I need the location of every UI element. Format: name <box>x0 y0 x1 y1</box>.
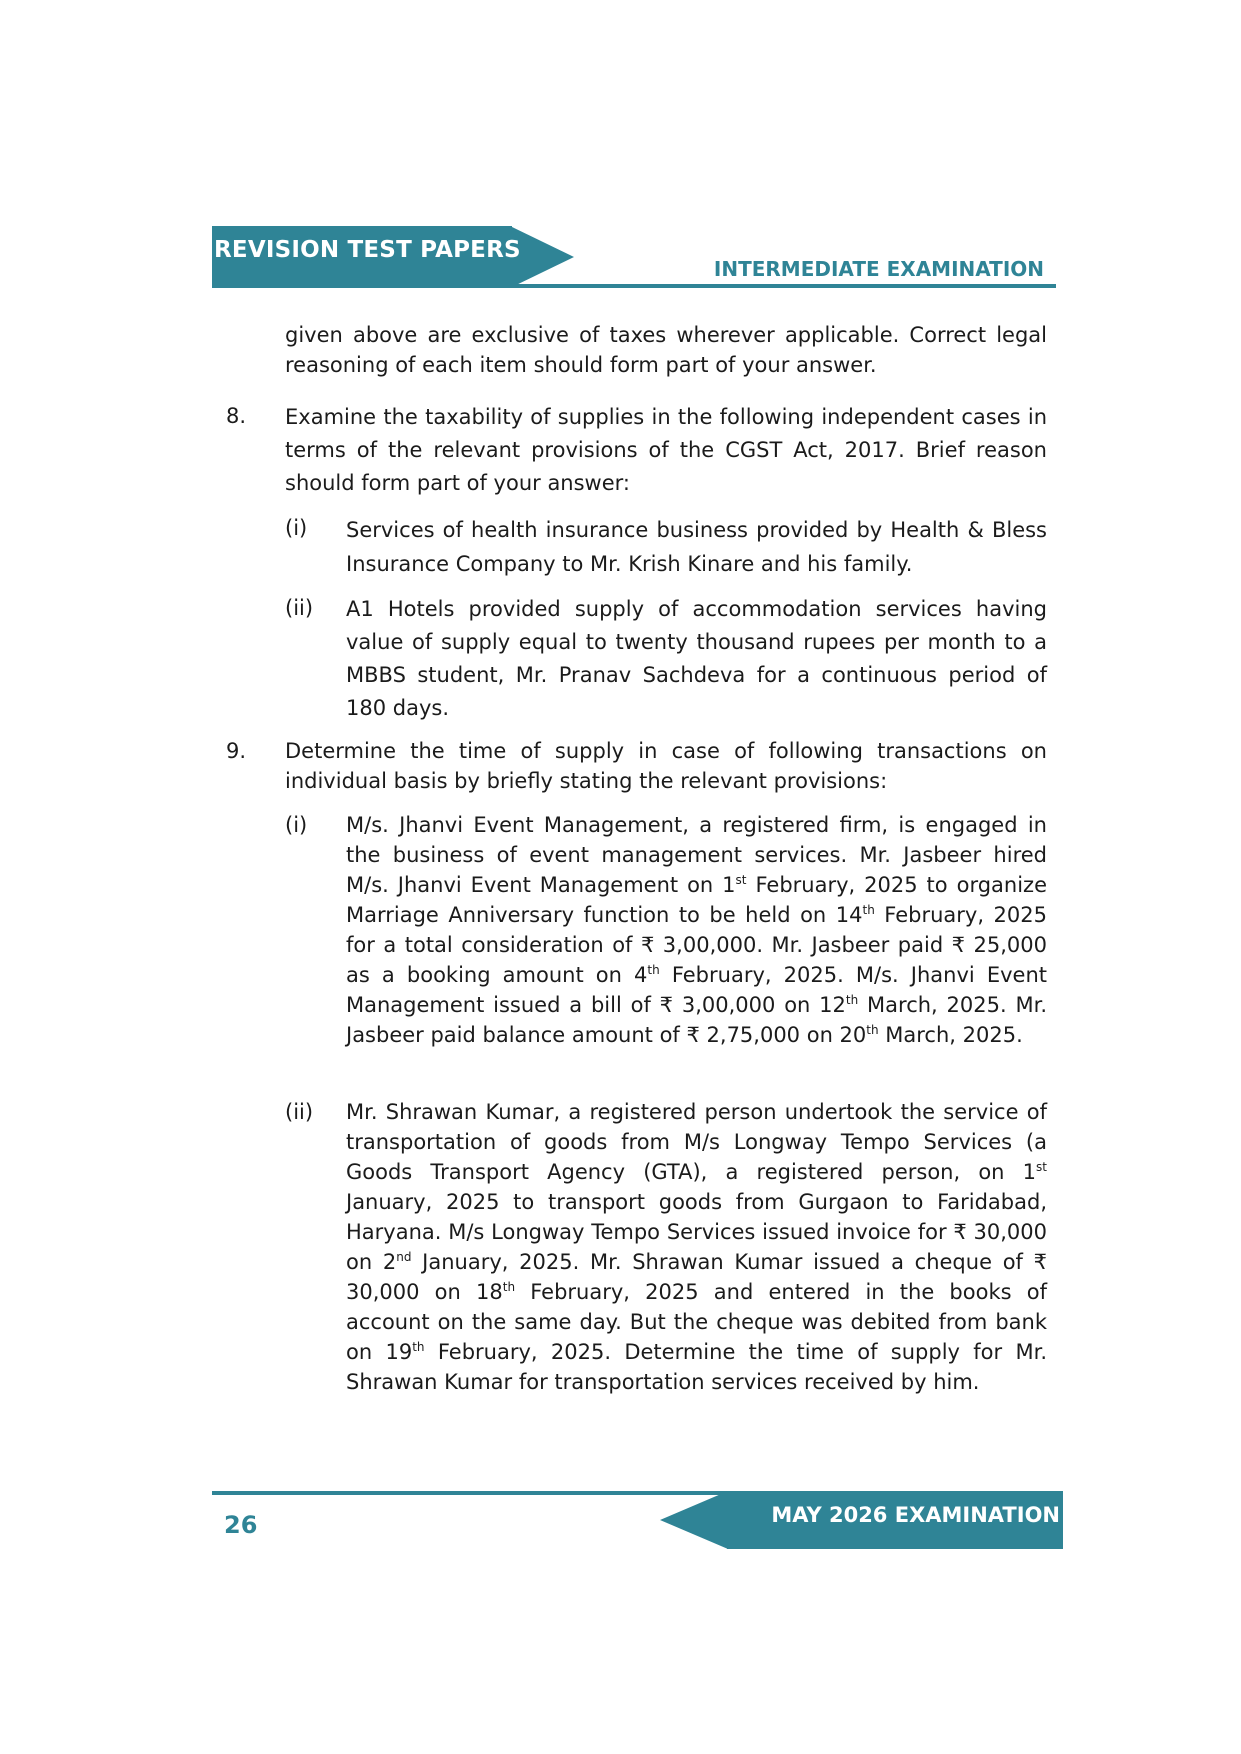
q8-item-i-label: (i) <box>285 516 308 540</box>
q9-item-ii-text: Mr. Shrawan Kumar, a registered person undertook the service of transportation of goods from M/s Longway Tempo Services (a Goods Transport Agency (GTA), a registered person, on 1st January, 2025 to transport goods from Gurgaon to Faridabad, Haryana. M/s Longway Tempo Services issued invoice for ₹ 30,000 on 2nd January, 2025. Mr. Shrawan Kumar issued a cheque of ₹ 30,000 on 18th February, 2025 and entered in the books of account on the same day. But the cheque was debited from bank on 19th February, 2025. Determine the time of supply for Mr. Shrawan Kumar for transportation services received by him. <box>346 1100 1047 1394</box>
question-8-text: Examine the taxability of supplies in the following independent cases in terms of the relevant provisions of the CGST Act, 2017. Brief reason should form part of your answer: <box>285 405 1047 495</box>
q8-item-i-text: Services of health insurance business provided by Health & Bless Insurance Company to Mr. Krish Kinare and his family. <box>346 518 1047 576</box>
q8-item-ii-label: (ii) <box>285 596 314 620</box>
page-number: 26 <box>224 1511 258 1539</box>
footer-rule <box>212 1491 732 1495</box>
question-9-text: Determine the time of supply in case of following transactions on individual basis by briefly stating the relevant provisions: <box>285 739 1047 793</box>
question-8-number: 8. <box>226 404 247 428</box>
footer-exam-title: MAY 2026 EXAMINATION <box>771 1503 1060 1527</box>
q9-item-i-text: M/s. Jhanvi Event Management, a registered firm, is engaged in the business of event management services. Mr. Jasbeer hired M/s. Jhanvi Event Management on 1st February, 2025 to organize Marriage Anniversary function to be held on 14th February, 2025 for a total consideration of ₹ 3,00,000. Mr. Jasbeer paid ₹ 25,000 as a booking amount on 4th February, 2025. M/s. Jhanvi Event Management issued a bill of ₹ 3,00,000 on 12th March, 2025. Mr. Jasbeer paid balance amount of ₹ 2,75,000 on 20th March, 2025. <box>346 813 1047 1047</box>
header-left-title: REVISION TEST PAPERS <box>214 237 521 263</box>
q9-item-ii-label: (ii) <box>285 1100 314 1124</box>
question-9-number: 9. <box>226 739 247 763</box>
header-rule <box>212 284 1056 288</box>
footer-arrow-shape <box>660 1491 728 1549</box>
q9-item-i-label: (i) <box>285 813 308 837</box>
q8-item-ii-text: A1 Hotels provided supply of accommodation services having value of supply equal to twenty thousand rupees per month to a MBBS student, Mr. Pranav Sachdeva for a continuous period of 180 days. <box>346 597 1047 720</box>
continuation-paragraph: given above are exclusive of taxes wherever applicable. Correct legal reasoning of each item should form part of your answer. <box>285 323 1047 377</box>
header-right-title: INTERMEDIATE EXAMINATION <box>713 257 1044 281</box>
